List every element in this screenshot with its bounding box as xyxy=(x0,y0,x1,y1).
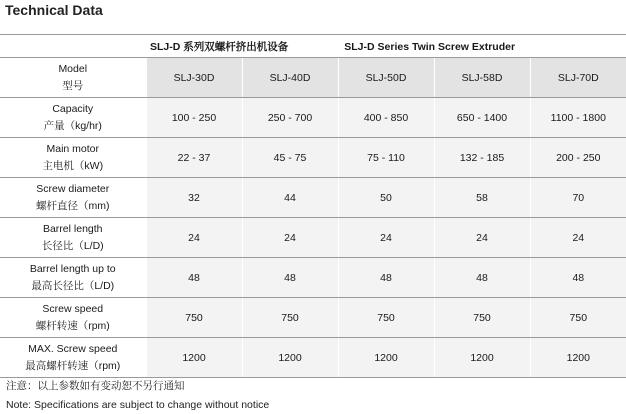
value-cell: 58 xyxy=(434,178,530,218)
value-cell: 70 xyxy=(530,178,626,218)
row-label-en: Barrel length xyxy=(42,222,103,235)
model-label-en: Model xyxy=(58,62,88,75)
row-label xyxy=(0,258,146,298)
value-cell: 48 xyxy=(242,258,338,298)
value-cell: 45 - 75 xyxy=(242,138,338,178)
row-label xyxy=(0,138,146,178)
model-row xyxy=(0,58,626,98)
model-cell: SLJ-58D xyxy=(434,58,530,98)
table-row xyxy=(0,218,626,258)
row-label-cn: 螺杆直径（mm) xyxy=(36,199,110,212)
row-label-cn: 产量（kg/hr) xyxy=(43,119,102,132)
row-label xyxy=(0,178,146,218)
row-label-en: Screw diameter xyxy=(36,182,110,195)
value-cell: 1100 - 1800 xyxy=(530,98,626,138)
table-row xyxy=(0,138,626,178)
value-cell: 48 xyxy=(146,258,242,298)
value-cell: 48 xyxy=(338,258,434,298)
value-cell: 22 - 37 xyxy=(146,138,242,178)
note-en: Note: Specifications are subject to change without notice xyxy=(6,399,270,411)
row-label xyxy=(0,98,146,138)
value-cell: 75 - 110 xyxy=(338,138,434,178)
row-label-cn: 最高螺杆转速（rpm) xyxy=(25,359,121,372)
value-cell: 1200 xyxy=(434,338,530,378)
value-cell: 32 xyxy=(146,178,242,218)
header-en: SLJ-D Series Twin Screw Extruder xyxy=(344,40,516,53)
value-cell: 50 xyxy=(338,178,434,218)
note-cn: 注意：以上参数如有变动恕不另行通知 xyxy=(6,380,185,392)
model-cell: SLJ-50D xyxy=(338,58,434,98)
page-title: Technical Data xyxy=(5,2,103,18)
table-header xyxy=(0,35,626,58)
row-label-cn: 主电机（kW) xyxy=(42,159,104,172)
value-cell: 750 xyxy=(530,298,626,338)
row-label-en: Capacity xyxy=(52,102,94,115)
row-label-en: MAX. Screw speed xyxy=(28,342,118,355)
value-cell: 132 - 185 xyxy=(434,138,530,178)
row-label xyxy=(0,338,146,378)
value-cell: 750 xyxy=(338,298,434,338)
value-cell: 44 xyxy=(242,178,338,218)
value-cell: 48 xyxy=(434,258,530,298)
model-cell: SLJ-70D xyxy=(530,58,626,98)
model-label-cell xyxy=(0,58,146,98)
value-cell: 650 - 1400 xyxy=(434,98,530,138)
value-cell: 100 - 250 xyxy=(146,98,242,138)
value-cell: 1200 xyxy=(338,338,434,378)
value-cell: 250 - 700 xyxy=(242,98,338,138)
value-cell: 1200 xyxy=(146,338,242,378)
value-cell: 48 xyxy=(530,258,626,298)
model-cell: SLJ-30D xyxy=(146,58,242,98)
value-cell: 24 xyxy=(338,218,434,258)
value-cell: 24 xyxy=(530,218,626,258)
table-row xyxy=(0,298,626,338)
value-cell: 750 xyxy=(242,298,338,338)
row-label-en: Barrel length up to xyxy=(29,262,116,275)
table-header-row xyxy=(0,35,626,58)
row-label-en: Main motor xyxy=(46,142,99,155)
table-row xyxy=(0,178,626,218)
table-row xyxy=(0,258,626,298)
row-label-en: Screw speed xyxy=(42,302,104,315)
value-cell: 750 xyxy=(146,298,242,338)
model-cell: SLJ-40D xyxy=(242,58,338,98)
value-cell: 750 xyxy=(434,298,530,338)
value-cell: 24 xyxy=(242,218,338,258)
row-label xyxy=(0,298,146,338)
table-row xyxy=(0,98,626,138)
header-cn: SLJ-D 系列双螺杆挤出机设备 xyxy=(150,40,289,53)
row-label-cn: 长径比（L/D) xyxy=(41,239,104,252)
value-cell: 24 xyxy=(434,218,530,258)
value-cell: 200 - 250 xyxy=(530,138,626,178)
value-cell: 1200 xyxy=(530,338,626,378)
value-cell: 400 - 850 xyxy=(338,98,434,138)
value-cell: 24 xyxy=(146,218,242,258)
table-row xyxy=(0,338,626,378)
value-cell: 1200 xyxy=(242,338,338,378)
row-label-cn: 最高长径比（L/D) xyxy=(31,279,115,292)
spec-table xyxy=(0,34,626,378)
row-label xyxy=(0,218,146,258)
model-label-cn: 型号 xyxy=(62,79,84,92)
row-label-cn: 螺杆转速（rpm) xyxy=(35,319,110,332)
